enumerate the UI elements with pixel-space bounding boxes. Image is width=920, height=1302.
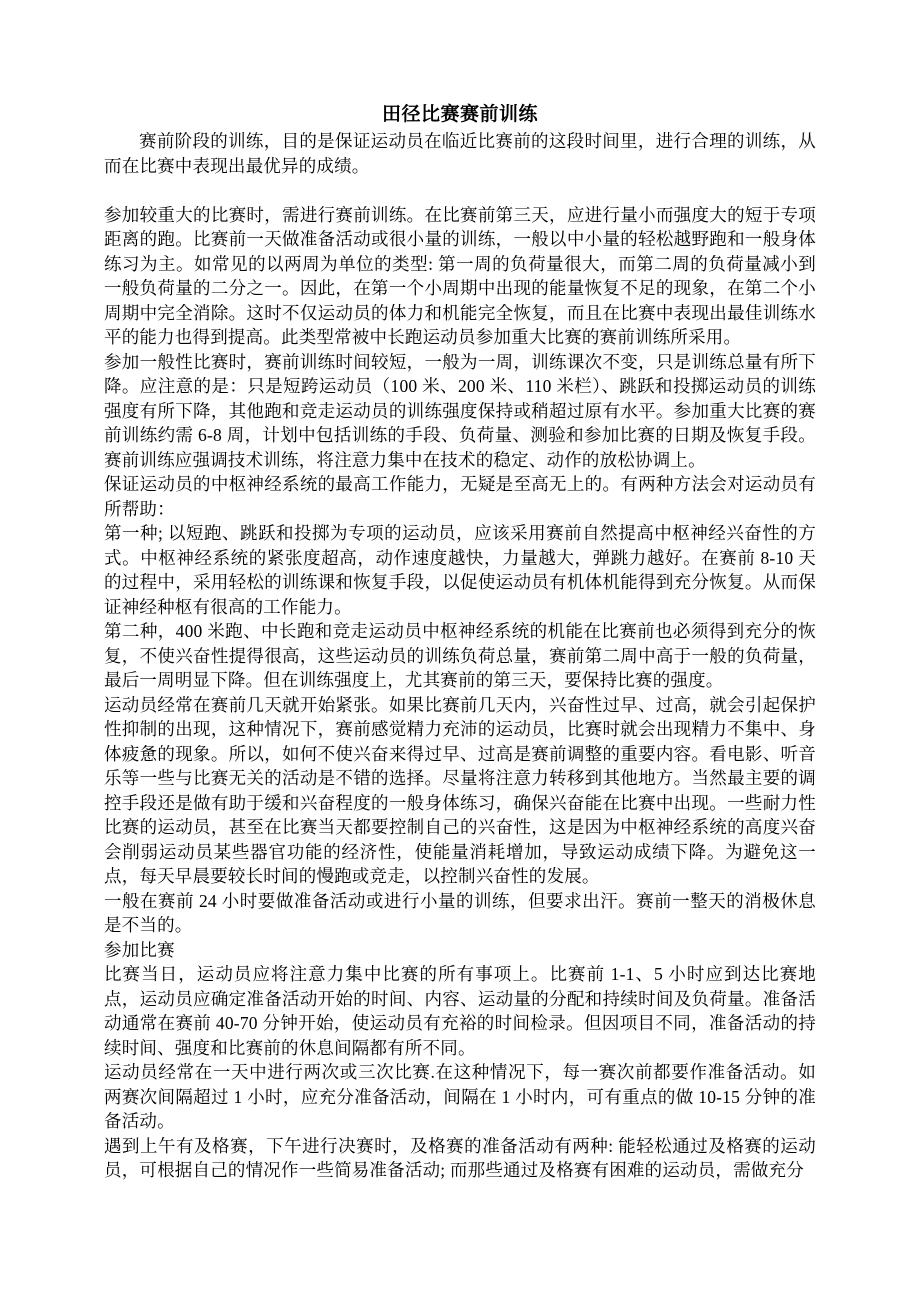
paragraph-method-two: 第二种，400 米跑、中长跑和竞走运动员中枢神经系统的机能在比赛前也必须得到充分的恢复，不使兴奋性提得很高，这些运动员的训练负荷总量，赛前第二周中高于一般的负荷量，最后一周明显下降。但在训练强度上，尤其赛前的第三天，要保持比赛的强度。 <box>104 621 816 690</box>
paragraph-general-competition-training: 参加一般性比赛时，赛前训练时间较短，一般为一周，训练课次不变，只是训练总量有所下降。应注意的是：只是短跨运动员（100 米、200 米、110 米栏）、跳跃和投掷运动员的训练强度有所下降，其他跑和竞走运动员的训练强度保持或稍超过原有水平。参加重大比赛的赛前训练约需 6-8 周，计划中包括训练的手段、负荷量、测验和参加比赛的日期及恢复手段。赛前训练应强调技术训练，将注意力集中在技术的稳定、动作的放松协调上。 <box>104 351 816 470</box>
paragraph-multiple-rounds: 运动员经常在一天中进行两次或三次比赛.在这种情况下，每一赛次前都要作准备活动。如两赛次间隔超过 1 小时，应充分准备活动，间隔在 1 小时内，可有重点的做 10-15 分钟的准备活动。 <box>104 1062 816 1131</box>
paragraph-major-competition-training: 参加较重大的比赛时，需进行赛前训练。在比赛前第三天，应进行量小而强度大的短于专项距离的跑。比赛前一天做准备活动或很小量的训练，一般以中小量的轻松越野跑和一般身体练习为主。如常见的以两周为单位的类型: 第一周的负荷量很大，而第二周的负荷量减小到一般负荷量的二分之一。因此，在第一个小周期中出现的能量恢复不足的现象，在第二个小周期中完全消除。这时不仅运动员的体力和机能完全恢复，而且在比赛中表现出最佳训练水平的能力也得到提高。此类型常被中长跑运动员参加重大比赛的赛前训练所采用。 <box>104 204 816 347</box>
paragraph-method-one: 第一种; 以短跑、跳跃和投掷为专项的运动员，应该采用赛前自然提高中枢神经兴奋性的方式。中枢神经系统的紧张度超高，动作速度越快，力量越大，弹跳力越好。在赛前 8-10 天的过程中，采用轻松的训练课和恢复手段，以促使运动员有机体机能得到充分恢复。从而保证神经种枢有很高的工作能力。 <box>104 523 816 617</box>
paragraph-competition-day: 比赛当日，运动员应将注意力集中比赛的所有事项上。比赛前 1-1、5 小时应到达比赛地点，运动员应确定准备活动开始的时间、内容、运动量的分配和持续时间及负荷量。准备活动通常在赛前 40-70 分钟开始，使运动员有充裕的时间检录。但因项目不同，准备活动的持续时间、强度和比赛前的休息间隔都有所不同。 <box>104 964 816 1058</box>
paragraph-qualification-rounds: 遇到上午有及格赛，下午进行决赛时，及格赛的准备活动有两种: 能轻松通过及格赛的运动员，可根据自己的情况作一些简易准备活动; 而那些通过及格赛有困难的运动员，需做充分 <box>104 1135 816 1180</box>
paragraph-participation-heading: 参加比赛 <box>104 939 175 960</box>
document-body <box>104 102 816 1183</box>
paragraph-24-hours-before: 一般在赛前 24 小时要做准备活动或进行小量的训练，但要求出汗。赛前一整天的消极休息是不当的。 <box>104 890 816 935</box>
paragraph-intro: 赛前阶段的训练，目的是保证运动员在临近比赛前的这段时间里，进行合理的训练，从而在比赛中表现出最优异的成绩。 <box>104 131 816 176</box>
paragraph-pre-race-nervousness: 运动员经常在赛前几天就开始紧张。如果比赛前几天内，兴奋性过早、过高，就会引起保护性抑制的出现，这种情况下，赛前感觉精力充沛的运动员，比赛时就会出现精力不集中、身体疲惫的现象。所以，如何不使兴奋来得过早、过高是赛前调整的重要内容。看电影、听音乐等一些与比赛无关的活动是不错的选择。尽量将注意力转移到其他地方。当然最主要的调控手段还是做有助于缓和兴奋程度的一般身体练习，确保兴奋能在比赛中出现。一些耐力性比赛的运动员，甚至在比赛当天都要控制自己的兴奋性，这是因为中枢神经系统的高度兴奋会削弱运动员某些器官功能的经济性，使能量消耗增加，导致运动成绩下降。为避免这一点，每天早晨要较长时间的慢跑或竞走，以控制兴奋性的发展。 <box>104 694 816 886</box>
paragraph-cns-capacity-intro: 保证运动员的中枢神经系统的最高工作能力，无疑是至高无上的。有两种方法会对运动员有所帮助： <box>104 474 816 519</box>
document-title: 田径比赛赛前训练 <box>381 104 538 125</box>
blank-line <box>104 178 816 203</box>
